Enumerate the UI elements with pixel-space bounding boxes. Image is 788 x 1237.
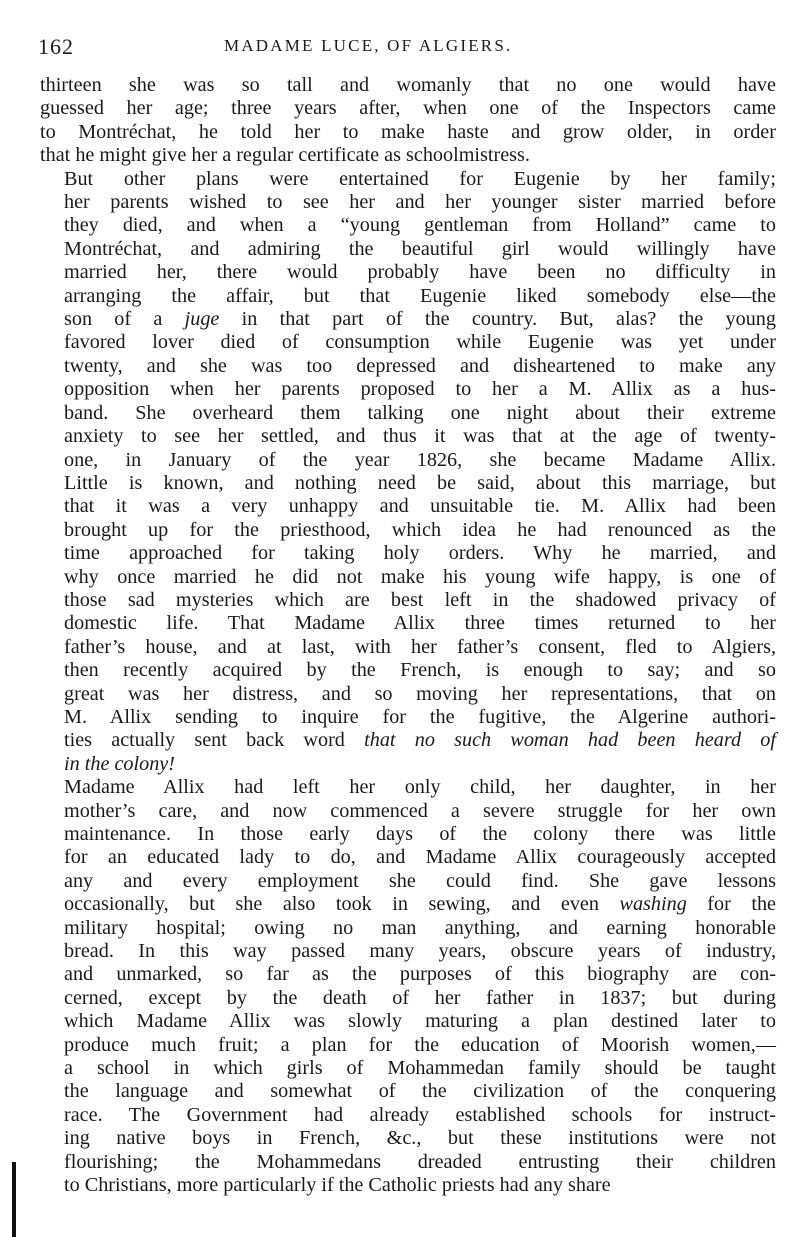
text-line: band. She overheard them talking one night about their extreme	[64, 401, 776, 424]
text-line: the language and somewhat of the civilization of the conquering	[64, 1080, 776, 1103]
text-line: any and every employment she could find. She gave lessons	[64, 869, 776, 892]
text-line: ties actually sent back word that no such woman had been heard of	[64, 729, 776, 752]
text-line: her parents wished to see her and her younger sister married before	[64, 191, 776, 214]
paragraph	[40, 74, 776, 168]
text-line: flourishing; the Mohammedans dreaded entrusting their children	[64, 1150, 776, 1173]
text-line: guessed her age; three years after, when one of the Inspectors came	[40, 97, 776, 120]
text-line: mother’s care, and now commenced a severe struggle for her own	[64, 799, 776, 822]
text-line: twenty, and she was too depressed and disheartened to make any	[64, 354, 776, 377]
margin-rule	[12, 1162, 16, 1237]
text-line: domestic life. That Madame Allix three times returned to her	[64, 612, 776, 635]
text-line: one, in January of the year 1826, she became Madame Allix.	[64, 448, 776, 471]
text-line: occasionally, but she also took in sewing, and even washing for the	[64, 893, 777, 916]
body-text	[40, 74, 776, 1198]
text-line: thirteen she was so tall and womanly that no one would have	[40, 74, 776, 96]
text-line: great was her distress, and so moving her representations, that on	[64, 682, 776, 705]
text-line: father’s house, and at last, with her father’s consent, fled to Algiers,	[64, 635, 776, 658]
text-line: to Montréchat, he told her to make haste and grow older, in order	[40, 120, 776, 143]
text-line: bread. In this way passed many years, obscure years of industry,	[64, 940, 776, 963]
text-line: produce much fruit; a plan for the education of Moorish women,—	[64, 1033, 776, 1056]
text-line: in the colony!	[64, 752, 175, 775]
text-line: But other plans were entertained for Eugenie by her family;	[64, 167, 776, 190]
text-line: that it was a very unhappy and unsuitable tie. M. Allix had been	[64, 495, 776, 518]
text-line: opposition when her parents proposed to her a M. Allix as a hus-	[64, 378, 776, 401]
text-line: they died, and when a “young gentleman from Holland” came to	[64, 214, 776, 237]
text-line: son of a juge in that part of the country. But, alas? the young	[64, 308, 776, 331]
text-line: maintenance. In those early days of the colony there was little	[64, 823, 776, 845]
text-line: to Christians, more particularly if the Catholic priests had any share	[64, 1174, 611, 1197]
text-line: cerned, except by the death of her father in 1837; but during	[64, 986, 776, 1009]
text-line: race. The Government had already established schools for instruct-	[64, 1103, 776, 1126]
text-line: then recently acquired by the French, is enough to say; and so	[64, 659, 776, 682]
text-line: Madame Allix had left her only child, her daughter, in her	[64, 776, 776, 799]
text-line: arranging the affair, but that Eugenie liked somebody else—the	[64, 284, 776, 307]
text-line: married her, there would probably have been no difficulty in	[64, 261, 776, 284]
paragraph	[40, 168, 776, 777]
text-line: ing native boys in French, &c., but these institutions were not	[64, 1127, 776, 1150]
text-line: time approached for taking holy orders. Why he married, and	[64, 542, 776, 565]
text-line: why once married he did not make his young wife happy, is one of	[64, 565, 776, 588]
page-header	[38, 34, 778, 64]
page-number: 162	[38, 34, 74, 59]
text-line: military hospital; owing no man anything, and earning honorable	[64, 916, 776, 939]
text-line: and unmarked, so far as the purposes of this biography are con-	[64, 963, 776, 986]
text-line: for an educated lady to do, and Madame Allix courageously accepted	[64, 846, 776, 869]
paragraph	[40, 776, 776, 1197]
text-line: that he might give her a regular certificate as schoolmistress.	[40, 144, 530, 167]
text-line: a school in which girls of Mohammedan family should be taught	[64, 1057, 776, 1080]
text-line: brought up for the priesthood, which idea he had renounced as the	[64, 518, 776, 541]
text-line: those sad mysteries which are best left in the shadowed privacy of	[64, 588, 776, 611]
text-line: M. Allix sending to inquire for the fugitive, the Algerine authori-	[64, 705, 776, 728]
running-head: MADAME LUCE, OF ALGIERS.	[224, 36, 513, 55]
text-line: which Madame Allix was slowly maturing a plan destined later to	[64, 1010, 776, 1033]
text-line: Little is known, and nothing need be said, about this marriage, but	[64, 471, 776, 494]
text-line: Montréchat, and admiring the beautiful girl would willingly have	[64, 237, 776, 260]
text-line: favored lover died of consumption while Eugenie was yet under	[64, 331, 776, 354]
text-line: anxiety to see her settled, and thus it was that at the age of twenty-	[64, 425, 776, 448]
